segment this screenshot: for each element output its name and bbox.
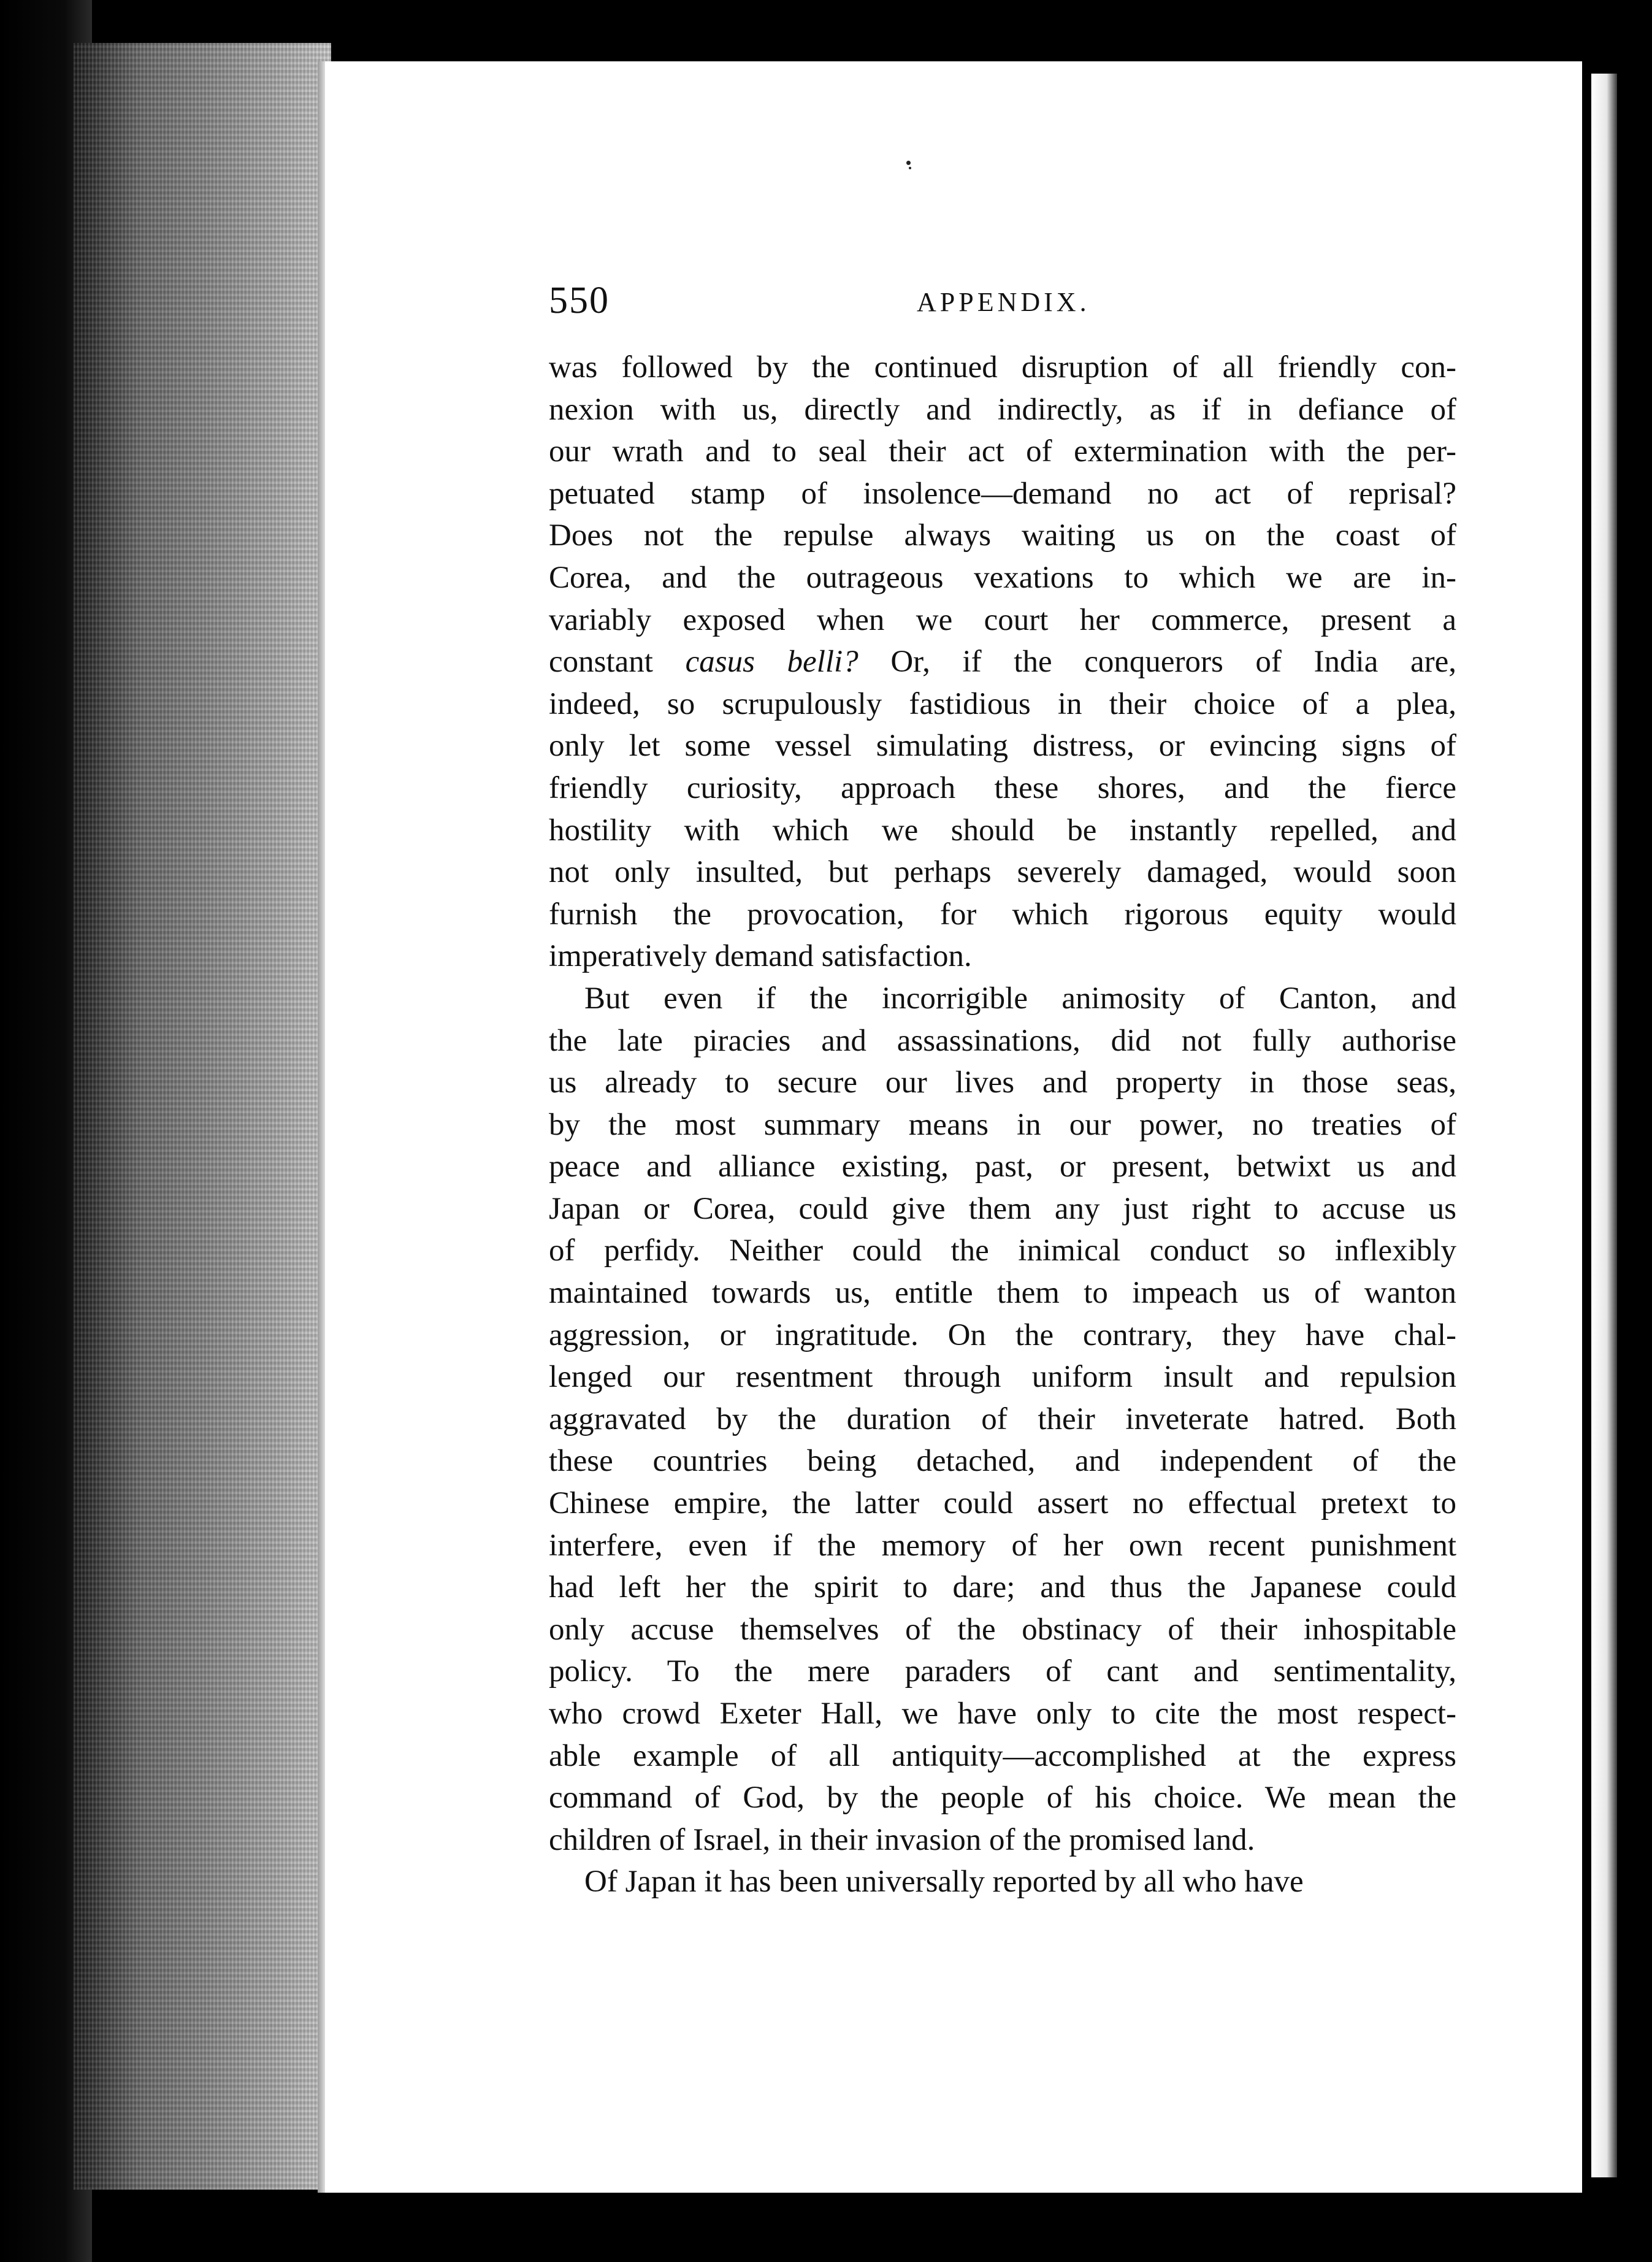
text-line: [549, 1861, 1456, 1903]
text-line: [549, 1482, 1456, 1525]
scan-speck: [906, 161, 911, 165]
line-text: by the most summary means in our power, no treaties of: [549, 1107, 1456, 1142]
scan-speck: [909, 167, 911, 169]
page-header: [549, 276, 1456, 325]
line-text: Does not the repulse always waiting us on the coast of: [549, 518, 1456, 553]
line-text: imperatively demand satisfaction.: [549, 939, 972, 974]
line-text: of perfidy. Neither could the inimical conduct so inflexibly: [549, 1233, 1456, 1268]
text-line: [549, 1314, 1456, 1357]
line-text: Chinese empire, the latter could assert no effectual pretext to: [549, 1486, 1456, 1521]
text-line: [549, 1777, 1456, 1819]
text-line: [549, 894, 1456, 936]
text-line: [549, 1650, 1456, 1693]
line-text: policy. To the mere paraders of cant and sentimentality,: [549, 1654, 1456, 1689]
text-line: [549, 1020, 1456, 1062]
text-line: [549, 683, 1456, 726]
line-text: had left her the spirit to dare; and thus the Japanese could: [549, 1570, 1456, 1605]
text-line: [549, 1188, 1456, 1230]
line-text: friendly curiosity, approach these shores, and the fierce: [549, 770, 1456, 805]
line-text: not only insulted, but perhaps severely damaged, would soon: [549, 855, 1456, 890]
line-text: only accuse themselves of the obstinacy of their inhospitable: [549, 1612, 1456, 1647]
line-text: who crowd Exeter Hall, we have only to cite the most respect-: [549, 1696, 1456, 1731]
text-line: [549, 767, 1456, 810]
line-text: furnish the provocation, for which rigorous equity would: [549, 897, 1456, 932]
page-number: 550: [549, 280, 610, 321]
line-text: Japan or Corea, could give them any just right to accuse us: [549, 1191, 1456, 1226]
line-text: able example of all antiquity—accomplished at the express: [549, 1738, 1456, 1773]
line-text: hostility with which we should be instantly repelled, and: [549, 813, 1456, 848]
text-line: [549, 347, 1456, 389]
line-text: Corea, and the outrageous vexations to which we are in-: [549, 560, 1456, 595]
text-line: [549, 557, 1456, 599]
line-text: lenged our resentment through uniform insult and repulsion: [549, 1360, 1456, 1395]
text-line: [549, 599, 1456, 642]
text-line: [549, 1062, 1456, 1104]
page-block-edges: [74, 43, 331, 2190]
line-text: indeed, so scrupulously fastidious in their choice of a plea,: [549, 686, 1456, 721]
line-text: nexion with us, directly and indirectly, as if in defiance of: [549, 392, 1456, 427]
text-line: [549, 389, 1456, 431]
text-line: [549, 1819, 1456, 1861]
text-line: [549, 935, 1456, 978]
line-text: us already to secure our lives and property in those seas,: [549, 1065, 1456, 1100]
line-text: petuated stamp of insolence—demand no act of reprisal?: [549, 476, 1456, 511]
text-line: [549, 978, 1456, 1020]
line-text: aggravated by the duration of their inveterate hatred. Both: [549, 1401, 1456, 1436]
next-page-edge: [1591, 74, 1617, 2177]
italic-phrase: casus belli?: [685, 645, 859, 680]
text-line: [549, 851, 1456, 894]
text-line: [549, 1525, 1456, 1567]
line-text: interfere, even if the memory of her own recent punishment: [549, 1528, 1456, 1563]
body-text: [549, 347, 1456, 1903]
line-text: But even if the incorrigible animosity of Canton, and: [584, 981, 1456, 1016]
line-text: command of God, by the people of his choice. We mean the: [549, 1781, 1456, 1815]
line-text: our wrath and to seal their act of extermination with the per-: [549, 434, 1456, 469]
running-head: APPENDIX.: [917, 287, 1090, 317]
text-line: [549, 1104, 1456, 1146]
text-line: [549, 1609, 1456, 1651]
text-line: [549, 1566, 1456, 1609]
text-line: [549, 1693, 1456, 1735]
line-text: peace and alliance existing, past, or present, betwixt us and: [549, 1149, 1456, 1184]
text-line: [549, 725, 1456, 767]
text-line: [549, 1356, 1456, 1398]
line-text: aggression, or ingratitude. On the contrary, they have chal-: [549, 1317, 1456, 1352]
line-text: variably exposed when we court her commerce, present a: [549, 602, 1456, 637]
line-text: only let some vessel simulating distress, or evincing signs of: [549, 729, 1456, 764]
line-text: Or, if the conquerors of India are,: [858, 645, 1456, 680]
line-text: the late piracies and assassinations, did not fully authorise: [549, 1023, 1456, 1058]
text-line: [549, 1440, 1456, 1482]
text-line: [549, 1398, 1456, 1441]
line-text: maintained towards us, entitle them to impeach us of wanton: [549, 1276, 1456, 1311]
line-text: constant: [549, 645, 686, 680]
text-line: [549, 515, 1456, 557]
line-text: was followed by the continued disruption of all friendly con-: [549, 350, 1456, 385]
text-line: [549, 641, 1456, 683]
line-text: these countries being detached, and independent of the: [549, 1444, 1456, 1479]
text-line: [549, 810, 1456, 852]
text-line: [549, 1735, 1456, 1777]
text-line: [549, 431, 1456, 473]
text-line: [549, 473, 1456, 515]
text-line: [549, 1146, 1456, 1188]
text-line: [549, 1272, 1456, 1314]
text-line: [549, 1230, 1456, 1272]
line-text: children of Israel, in their invasion of the promised land.: [549, 1822, 1255, 1857]
line-text: Of Japan it has been universally reported by all who have: [584, 1865, 1304, 1900]
